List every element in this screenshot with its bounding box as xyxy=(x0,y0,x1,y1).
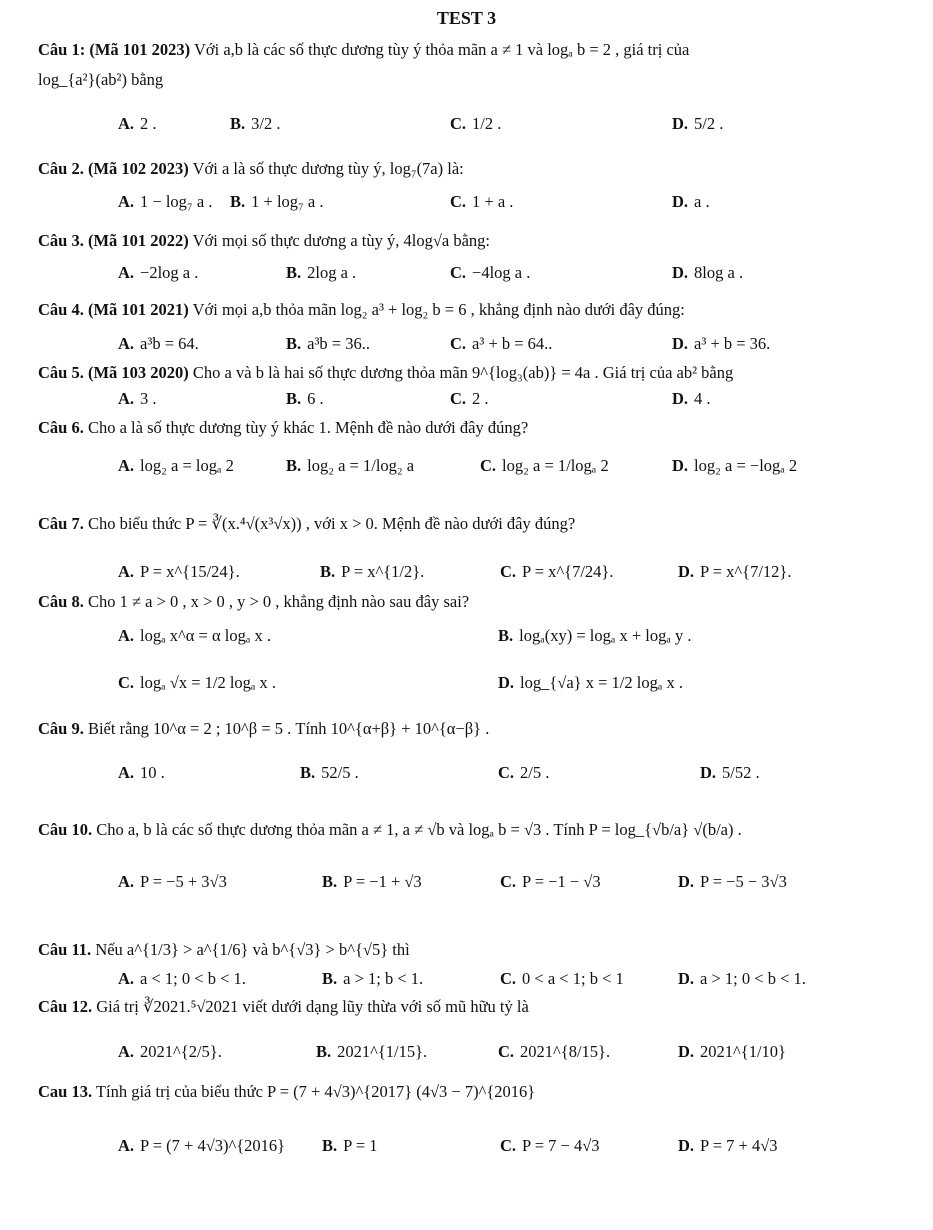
option-c[interactable]: C. 2021^{8/15}. xyxy=(498,1042,611,1061)
option-b[interactable]: B. log₂ a = 1/log₂ a xyxy=(286,456,415,475)
question-10 xyxy=(38,818,903,842)
option-d[interactable]: D. a . xyxy=(672,192,710,211)
question-source: (Mã 101 2023) xyxy=(89,40,191,59)
question-source: (Mã 102 2023) xyxy=(87,159,189,178)
question-7 xyxy=(38,512,903,536)
question-stem: Cho biểu thức P = ∛(x.⁴√(x³√x)) , với x > 0. Mệnh đề nào dưới đây đúng? xyxy=(87,514,576,533)
option-c[interactable]: C. 1 + a . xyxy=(450,192,514,211)
question-number: Câu 12. xyxy=(38,997,93,1016)
option-b[interactable]: B. a³b = 36.. xyxy=(286,334,370,353)
option-a[interactable]: A. P = −5 + 3√3 xyxy=(118,872,227,891)
option-d[interactable]: D. log_{√a} x = 1/2 logₐ x . xyxy=(498,673,683,692)
option-a[interactable]: A. 2 . xyxy=(118,114,157,133)
option-b[interactable]: B. logₐ(xy) = logₐ x + logₐ y . xyxy=(498,626,692,645)
question-stem: Cho a, b là các số thực dương thỏa mãn a ≠ 1, a ≠ √b và logₐ b = √3 . Tính P = log_{√b/a} √(b/a) . xyxy=(96,820,742,839)
question-stem: Cho a là số thực dương tùy ý khác 1. Mệnh đề nào dưới đây đúng? xyxy=(87,418,529,437)
question-stem: Cho 1 ≠ a > 0 , x > 0 , y > 0 , khẳng định nào sau đây sai? xyxy=(87,592,470,611)
option-a[interactable]: A. 3 . xyxy=(118,389,157,408)
option-c[interactable]: C. 2 . xyxy=(450,389,489,408)
option-b[interactable]: B. 1 + log₇ a . xyxy=(230,192,324,211)
option-a[interactable]: A. log₂ a = logₐ 2 xyxy=(118,456,234,475)
option-c[interactable]: C. P = 7 − 4√3 xyxy=(500,1136,600,1155)
question-stem: Với a là số thực dương tùy ý, log₇(7a) là: xyxy=(192,159,464,178)
option-b[interactable]: B. P = −1 + √3 xyxy=(322,872,422,891)
question-stem: Biết rằng 10^α = 2 ; 10^β = 5 . Tính 10^{α+β} + 10^{α−β} . xyxy=(87,719,490,738)
question-9 xyxy=(38,717,903,741)
option-b[interactable]: B. P = x^{1/2}. xyxy=(320,562,425,581)
question-stem: Giá trị ∛2021.⁵√2021 viết dưới dạng lũy thừa với số mũ hữu tỷ là xyxy=(96,997,529,1016)
question-source: (Mã 103 2020) xyxy=(87,363,189,382)
option-b[interactable]: B. P = 1 xyxy=(322,1136,378,1155)
question-stem: Với mọi số thực dương a tùy ý, 4log√a bằng: xyxy=(192,231,490,250)
option-b[interactable]: B. 6 . xyxy=(286,389,324,408)
option-b[interactable]: B. 3/2 . xyxy=(230,114,281,133)
question-number: Câu 9. xyxy=(38,719,84,738)
question-number: Câu 4. xyxy=(38,300,84,319)
question-13 xyxy=(38,1080,903,1104)
question-12 xyxy=(38,995,903,1019)
question-source: (Mã 101 2022) xyxy=(87,231,189,250)
option-c[interactable]: C. 1/2 . xyxy=(450,114,502,133)
option-d[interactable]: D. a³ + b = 36. xyxy=(672,334,771,353)
option-c[interactable]: C. 2/5 . xyxy=(498,763,550,782)
option-a[interactable]: A. a³b = 64. xyxy=(118,334,199,353)
option-d[interactable]: D. P = −5 − 3√3 xyxy=(678,872,787,891)
option-a[interactable]: A. 1 − log₇ a . xyxy=(118,192,213,211)
question-stem: Tính giá trị của biểu thức P = (7 + 4√3)^{2017} (4√3 − 7)^{2016} xyxy=(95,1082,536,1101)
question-1 xyxy=(38,38,903,62)
question-8 xyxy=(38,590,903,614)
option-d[interactable]: D. log₂ a = −logₐ 2 xyxy=(672,456,798,475)
option-c[interactable]: C. P = −1 − √3 xyxy=(500,872,601,891)
question-stem: Nếu a^{1/3} > a^{1/6} và b^{√3} > b^{√5} thì xyxy=(95,940,410,959)
option-c[interactable]: C. P = x^{7/24}. xyxy=(500,562,614,581)
question-number: Câu 11. xyxy=(38,940,92,959)
option-d[interactable]: D. 5/2 . xyxy=(672,114,724,133)
question-source: (Mã 101 2021) xyxy=(87,300,189,319)
option-b[interactable]: B. 2021^{1/15}. xyxy=(316,1042,428,1061)
option-d[interactable]: D. 4 . xyxy=(672,389,711,408)
option-a[interactable]: A. P = (7 + 4√3)^{2016} xyxy=(118,1136,286,1155)
option-a[interactable]: A. 10 . xyxy=(118,763,165,782)
question-stem: Với mọi a,b thỏa mãn log₂ a³ + log₂ b = 6 , khẳng định nào dưới đây đúng: xyxy=(192,300,685,319)
question-5 xyxy=(38,361,903,385)
option-b[interactable]: B. 52/5 . xyxy=(300,763,359,782)
option-c[interactable]: C. −4log a . xyxy=(450,263,531,282)
question-stem: Với a,b là các số thực dương tùy ý thỏa mãn a ≠ 1 và logₐ b = 2 , giá trị của xyxy=(194,40,690,59)
question-3 xyxy=(38,229,903,253)
question-6 xyxy=(38,416,903,440)
question-4 xyxy=(38,298,903,322)
question-number: Câu 1: xyxy=(38,40,86,59)
option-a[interactable]: A. −2log a . xyxy=(118,263,199,282)
option-d[interactable]: D. 8log a . xyxy=(672,263,744,282)
option-a[interactable]: A. logₐ x^α = α logₐ x . xyxy=(118,626,271,645)
question-number: Câu 2. xyxy=(38,159,84,178)
option-d[interactable]: D. P = x^{7/12}. xyxy=(678,562,792,581)
option-c[interactable]: C. log₂ a = 1/logₐ 2 xyxy=(480,456,609,475)
question-number: Câu 5. xyxy=(38,363,84,382)
option-c[interactable]: C. logₐ √x = 1/2 logₐ x . xyxy=(118,673,277,692)
question-number: Câu 7. xyxy=(38,514,84,533)
option-c[interactable]: C. 0 < a < 1; b < 1 xyxy=(500,969,624,988)
question-11 xyxy=(38,938,903,962)
question-stem-continued: log_{a²}(ab²) bằng xyxy=(38,70,164,89)
option-d[interactable]: D. 5/52 . xyxy=(700,763,760,782)
option-b[interactable]: B. a > 1; b < 1. xyxy=(322,969,424,988)
option-a[interactable]: A. 2021^{2/5}. xyxy=(118,1042,222,1061)
option-c[interactable]: C. a³ + b = 64.. xyxy=(450,334,553,353)
option-a[interactable]: A. a < 1; 0 < b < 1. xyxy=(118,969,246,988)
question-number: Cau 13. xyxy=(38,1082,93,1101)
option-b[interactable]: B. 2log a . xyxy=(286,263,357,282)
page-title: TEST 3 xyxy=(436,8,497,28)
question-number: Câu 10. xyxy=(38,820,93,839)
question-number: Câu 3. xyxy=(38,231,84,250)
question-2 xyxy=(38,157,903,181)
option-d[interactable]: D. 2021^{1/10} xyxy=(678,1042,786,1061)
option-d[interactable]: D. P = 7 + 4√3 xyxy=(678,1136,778,1155)
option-d[interactable]: D. a > 1; 0 < b < 1. xyxy=(678,969,806,988)
question-number: Câu 6. xyxy=(38,418,84,437)
option-a[interactable]: A. P = x^{15/24}. xyxy=(118,562,240,581)
question-stem: Cho a và b là hai số thực dương thỏa mãn 9^{log₃(ab)} = 4a . Giá trị của ab² bằng xyxy=(192,363,734,382)
question-number: Câu 8. xyxy=(38,592,84,611)
